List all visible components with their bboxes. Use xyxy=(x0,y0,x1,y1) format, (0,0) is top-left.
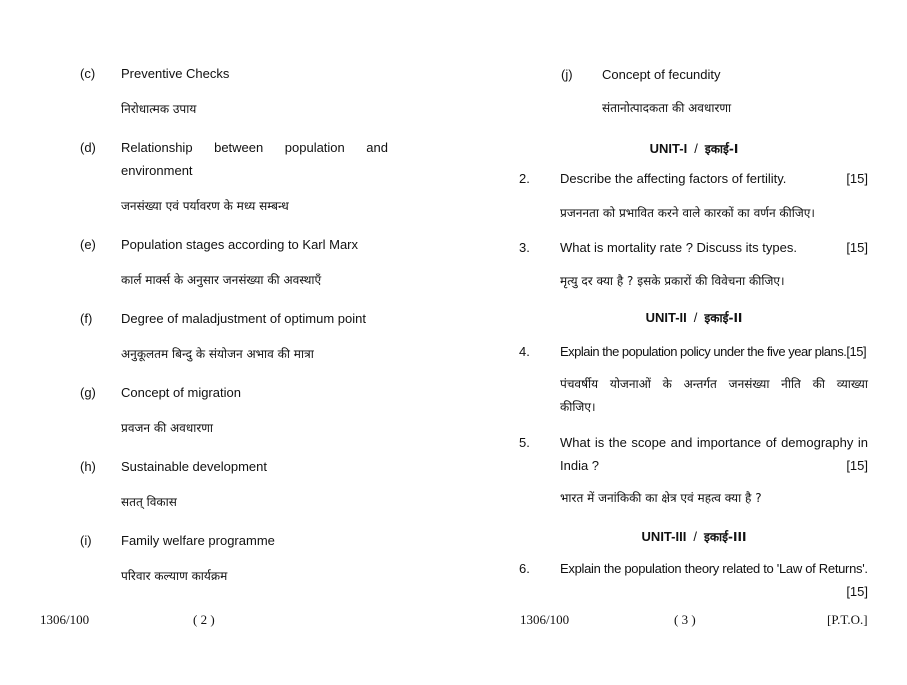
item-label-i: (i) xyxy=(80,533,92,548)
question-2-english xyxy=(560,167,868,190)
item-label-j: (j) xyxy=(561,67,573,82)
footer-page-number: ( 2 ) xyxy=(193,612,215,627)
item-d-english-line2: environment xyxy=(121,163,193,178)
unit-3-separator: / xyxy=(693,529,697,544)
unit-1-english: UNIT-I xyxy=(649,141,688,156)
question-5-english-line1: What is the scope and importance of demography in xyxy=(560,435,868,450)
question-2-marks: [15] xyxy=(846,171,868,186)
footer-pto: [P.T.O.] xyxy=(827,612,868,627)
item-f-hindi: अनुकूलतम बिन्दु के संयोजन अभाव की मात्रा xyxy=(121,347,314,361)
unit-2-english: UNIT-II xyxy=(645,310,687,325)
footer-paper-code: 1306/100 xyxy=(520,612,570,627)
question-4-number: 4. xyxy=(519,344,530,359)
item-f-english: Degree of maladjustment of optimum point xyxy=(121,311,366,326)
item-label-d: (d) xyxy=(80,140,96,155)
question-5-hindi: भारत में जनांकिकी का क्षेत्र एवं महत्व क्या है ? xyxy=(560,491,762,505)
question-5-marks: [15] xyxy=(846,458,868,473)
item-j-english: Concept of fecundity xyxy=(602,67,721,82)
item-label-e: (e) xyxy=(80,237,96,252)
item-h-hindi: सतत् विकास xyxy=(121,495,177,509)
item-d-english-line1: Relationship between population and xyxy=(121,140,388,155)
item-h-english: Sustainable development xyxy=(121,459,267,474)
item-label-c: (c) xyxy=(80,66,96,81)
unit-2-separator: / xyxy=(693,310,698,325)
unit-1-heading xyxy=(519,136,869,162)
unit-3-hindi: इकाई-III xyxy=(703,530,747,544)
question-5-text-line2: India ? xyxy=(560,458,600,473)
question-4-hindi-line1: पंचवर्षीय योजनाओं के अन्तर्गत जनसंख्या नीति की व्याख्या xyxy=(560,377,868,391)
question-4-hindi-line2: कीजिए। xyxy=(560,400,596,414)
question-6-english: Explain the population theory related to 'Law of Returns'. xyxy=(560,561,868,576)
footer-paper-code: 1306/100 xyxy=(40,612,90,627)
question-2-number: 2. xyxy=(519,171,530,186)
question-4-text: Explain the population policy under the five year plans. xyxy=(560,344,847,359)
right-page xyxy=(453,0,907,685)
question-3-text: What is mortality rate ? Discuss its types. xyxy=(560,240,797,255)
question-3-marks: [15] xyxy=(846,240,868,255)
unit-2-heading xyxy=(519,305,869,331)
item-g-hindi: प्रवजन की अवधारणा xyxy=(121,421,214,435)
question-4-english xyxy=(560,340,870,363)
item-i-english: Family welfare programme xyxy=(121,533,275,548)
question-6-number: 6. xyxy=(519,561,530,576)
item-d-hindi: जनसंख्या एवं पर्यावरण के मध्य सम्बन्ध xyxy=(121,199,289,213)
question-5-number: 5. xyxy=(519,435,530,450)
question-3-number: 3. xyxy=(519,240,530,255)
item-e-hindi: कार्ल मार्क्स के अनुसार जनसंख्या की अवस्थाएँ xyxy=(121,273,322,287)
item-c-hindi: निरोधात्मक उपाय xyxy=(121,102,197,116)
question-3-hindi: मृत्यु दर क्या है ? इसके प्रकारों की विवेचना कीजिए। xyxy=(560,274,785,288)
question-6-marks: [15] xyxy=(846,584,868,599)
question-2-hindi: प्रजननता को प्रभावित करने वाले कारकों का वर्णन कीजिए। xyxy=(560,206,815,220)
question-4-marks: [15] xyxy=(846,344,867,359)
item-i-hindi: परिवार कल्याण कार्यक्रम xyxy=(121,569,228,583)
item-label-h: (h) xyxy=(80,459,96,474)
unit-2-hindi: इकाई-II xyxy=(704,311,743,325)
item-g-english: Concept of migration xyxy=(121,385,241,400)
item-label-f: (f) xyxy=(80,311,93,326)
left-page xyxy=(0,0,453,685)
footer-page-number: ( 3 ) xyxy=(674,612,696,627)
unit-1-separator: / xyxy=(694,141,698,156)
unit-3-english: UNIT-III xyxy=(641,529,687,544)
unit-3-heading xyxy=(519,524,869,550)
item-c-english: Preventive Checks xyxy=(121,66,230,81)
question-3-english xyxy=(560,236,868,259)
question-5-english-line2 xyxy=(560,454,868,477)
unit-1-hindi: इकाई-I xyxy=(704,142,739,156)
item-e-english: Population stages according to Karl Marx xyxy=(121,237,359,252)
question-2-text: Describe the affecting factors of fertility. xyxy=(560,171,787,186)
item-label-g: (g) xyxy=(80,385,96,400)
item-j-hindi: संतानोत्पादकता की अवधारणा xyxy=(602,101,732,115)
